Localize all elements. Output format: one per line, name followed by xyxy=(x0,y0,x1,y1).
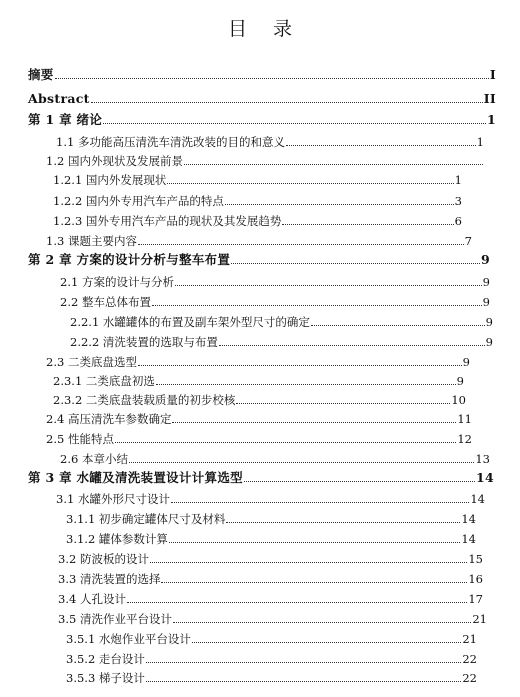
toc-dot-leader xyxy=(184,164,483,165)
toc-dot-leader xyxy=(91,102,483,103)
toc-entry-page-number: 21 xyxy=(462,632,477,646)
toc-entry-label: 3.5.3 梯子设计 xyxy=(66,671,145,685)
toc-entry-page-number: 22 xyxy=(462,671,477,685)
toc-entry-label: Abstract xyxy=(28,91,90,106)
toc-dot-leader xyxy=(175,285,482,286)
toc-entry-page-number: II xyxy=(483,91,496,106)
toc-entry-label: 2.2.1 水罐罐体的布置及副车架外型尺寸的确定 xyxy=(70,315,310,329)
toc-entry xyxy=(53,213,462,228)
toc-dot-leader xyxy=(138,244,464,245)
toc-entry-label: 2.3.2 二类底盘装载质量的初步校核 xyxy=(53,393,236,407)
toc-entry-label: 2.2.2 清洗装置的选取与布置 xyxy=(70,335,218,349)
toc-entry xyxy=(28,67,496,82)
toc-entry-label: 2.3.1 二类底盘初选 xyxy=(53,374,155,388)
toc-entry xyxy=(66,531,476,546)
toc-entry-label: 第 3 章 水罐及清洗装置设计计算选型 xyxy=(28,470,243,485)
toc-entry xyxy=(60,294,490,309)
toc-entry-page-number: I xyxy=(489,67,496,82)
toc-dot-leader xyxy=(129,462,474,463)
toc-entry-page-number: 21 xyxy=(472,612,487,626)
toc-entry-page-number: 9 xyxy=(482,295,490,309)
toc-entry xyxy=(53,392,466,407)
toc-entry xyxy=(46,354,470,369)
page-title: 目 录 xyxy=(227,18,303,40)
toc-entry xyxy=(53,373,464,388)
toc-entry xyxy=(70,334,493,349)
toc-entry-label: 摘要 xyxy=(28,67,54,82)
toc-entry-page-number: 17 xyxy=(468,592,483,606)
toc-entry-page-number: 9 xyxy=(481,252,490,267)
toc-dot-leader xyxy=(138,365,462,366)
toc-dot-leader xyxy=(127,602,467,603)
toc-entry-label: 1.2.1 国内外发展现状 xyxy=(53,173,167,187)
toc-entry-page-number: 14 xyxy=(461,512,476,526)
toc-dot-leader xyxy=(146,681,461,682)
toc-entry-page-number: 10 xyxy=(451,393,466,407)
toc-entry-label: 第 2 章 方案的设计分析与整车布置 xyxy=(28,252,231,267)
toc-entry xyxy=(28,252,490,267)
toc-entry-page-number: 11 xyxy=(457,412,472,426)
toc-entry xyxy=(70,314,493,329)
toc-dot-leader xyxy=(311,325,485,326)
toc-dot-leader xyxy=(146,662,461,663)
toc-entry-label: 1.2.2 国内外专用汽车产品的特点 xyxy=(53,194,224,208)
toc-entry-page-number: 9 xyxy=(456,374,464,388)
toc-entry-label: 3.5.1 水炮作业平台设计 xyxy=(66,632,191,646)
toc-dot-leader xyxy=(115,442,456,443)
toc-entry xyxy=(60,451,490,466)
toc-entry-page-number: 9 xyxy=(482,275,490,289)
toc-entry-page-number: 22 xyxy=(462,652,477,666)
toc-entry-label: 3.1.1 初步确定罐体尺寸及材料 xyxy=(66,512,226,526)
toc-dot-leader xyxy=(55,78,489,79)
toc-dot-leader xyxy=(226,522,460,523)
toc-entry-page-number: 12 xyxy=(457,432,472,446)
toc-entry xyxy=(56,491,485,506)
toc-entry-label: 2.5 性能特点 xyxy=(46,432,114,446)
toc-entry xyxy=(46,431,472,446)
toc-entry xyxy=(56,134,484,149)
toc-entry xyxy=(53,172,462,187)
toc-entry xyxy=(46,233,472,248)
toc-dot-leader xyxy=(286,145,476,146)
toc-dot-leader xyxy=(172,422,456,423)
toc-entry-label: 2.1 方案的设计与分析 xyxy=(60,275,174,289)
toc-dot-leader xyxy=(236,403,450,404)
toc-entry-label: 1.1 多功能高压清洗车清洗改装的目的和意义 xyxy=(56,135,285,149)
toc-dot-leader xyxy=(225,204,454,205)
toc-entry-page-number: 1 xyxy=(454,173,462,187)
toc-entry-page-number: 7 xyxy=(464,234,472,248)
toc-entry xyxy=(66,651,477,666)
toc-dot-leader xyxy=(282,224,453,225)
toc-entry xyxy=(66,631,477,646)
toc-dot-leader xyxy=(150,562,467,563)
toc-dot-leader xyxy=(219,345,485,346)
toc-entry xyxy=(28,112,496,127)
toc-entry xyxy=(46,411,472,426)
toc-entry-page-number: 3 xyxy=(454,194,462,208)
toc-dot-leader xyxy=(152,305,482,306)
toc-entry xyxy=(58,571,483,586)
toc-entry-page-number: 6 xyxy=(454,214,462,228)
toc-entry-page-number: 13 xyxy=(475,452,490,466)
toc-dot-leader xyxy=(103,123,486,124)
toc-entry-page-number: 9 xyxy=(485,315,493,329)
toc-entry xyxy=(58,611,487,626)
toc-dot-leader xyxy=(192,642,461,643)
toc-entry-page-number: 16 xyxy=(468,572,483,586)
toc-entry xyxy=(66,670,477,685)
toc-entry-page-number: 14 xyxy=(476,470,494,485)
toc-entry xyxy=(53,193,462,208)
toc-entry-label: 2.4 高压清洗车参数确定 xyxy=(46,412,172,426)
toc-entry xyxy=(28,91,496,106)
toc-entry-page-number: 1 xyxy=(487,112,496,127)
toc-entry-label: 1.2.3 国外专用汽车产品的现状及其发展趋势 xyxy=(53,214,282,228)
toc-entry-page-number: 9 xyxy=(462,355,470,369)
toc-entry-label: 2.6 本章小结 xyxy=(60,452,128,466)
toc-entry xyxy=(58,591,483,606)
toc-entry xyxy=(28,470,494,485)
toc-dot-leader xyxy=(173,622,471,623)
toc-entry-label: 3.1 水罐外形尺寸设计 xyxy=(56,492,170,506)
toc-entry-page-number: 14 xyxy=(470,492,485,506)
toc-entry-label: 3.2 防波板的设计 xyxy=(58,552,149,566)
toc-entry-label: 第 1 章 绪论 xyxy=(28,112,103,127)
toc-entry-page-number: 1 xyxy=(476,135,484,149)
toc-entry-page-number: 15 xyxy=(468,552,483,566)
toc-entry-label: 1.2 国内外现状及发展前景 xyxy=(46,154,183,168)
toc-entry-label: 3.5 清洗作业平台设计 xyxy=(58,612,172,626)
toc-entry-label: 3.5.2 走台设计 xyxy=(66,652,145,666)
toc-dot-leader xyxy=(167,183,453,184)
toc-dot-leader xyxy=(161,582,467,583)
toc-entry-label: 2.3 二类底盘选型 xyxy=(46,355,137,369)
toc-entry-label: 1.3 课题主要内容 xyxy=(46,234,137,248)
toc-entry-page-number: 14 xyxy=(461,532,476,546)
toc-entry-label: 3.1.2 罐体参数计算 xyxy=(66,532,168,546)
toc-entry-label: 3.4 人孔设计 xyxy=(58,592,126,606)
toc-entry xyxy=(46,153,484,168)
toc-dot-leader xyxy=(171,502,469,503)
toc-entry-label: 3.3 清洗装置的选择 xyxy=(58,572,161,586)
toc-entry xyxy=(60,274,490,289)
toc-entry xyxy=(66,511,476,526)
toc-entry-page-number: 9 xyxy=(485,335,493,349)
toc-dot-leader xyxy=(231,263,480,264)
toc-dot-leader xyxy=(244,481,475,482)
toc-dot-leader xyxy=(156,384,456,385)
toc-entry-label: 2.2 整车总体布置 xyxy=(60,295,151,309)
toc-entry xyxy=(58,551,483,566)
toc-dot-leader xyxy=(169,542,460,543)
